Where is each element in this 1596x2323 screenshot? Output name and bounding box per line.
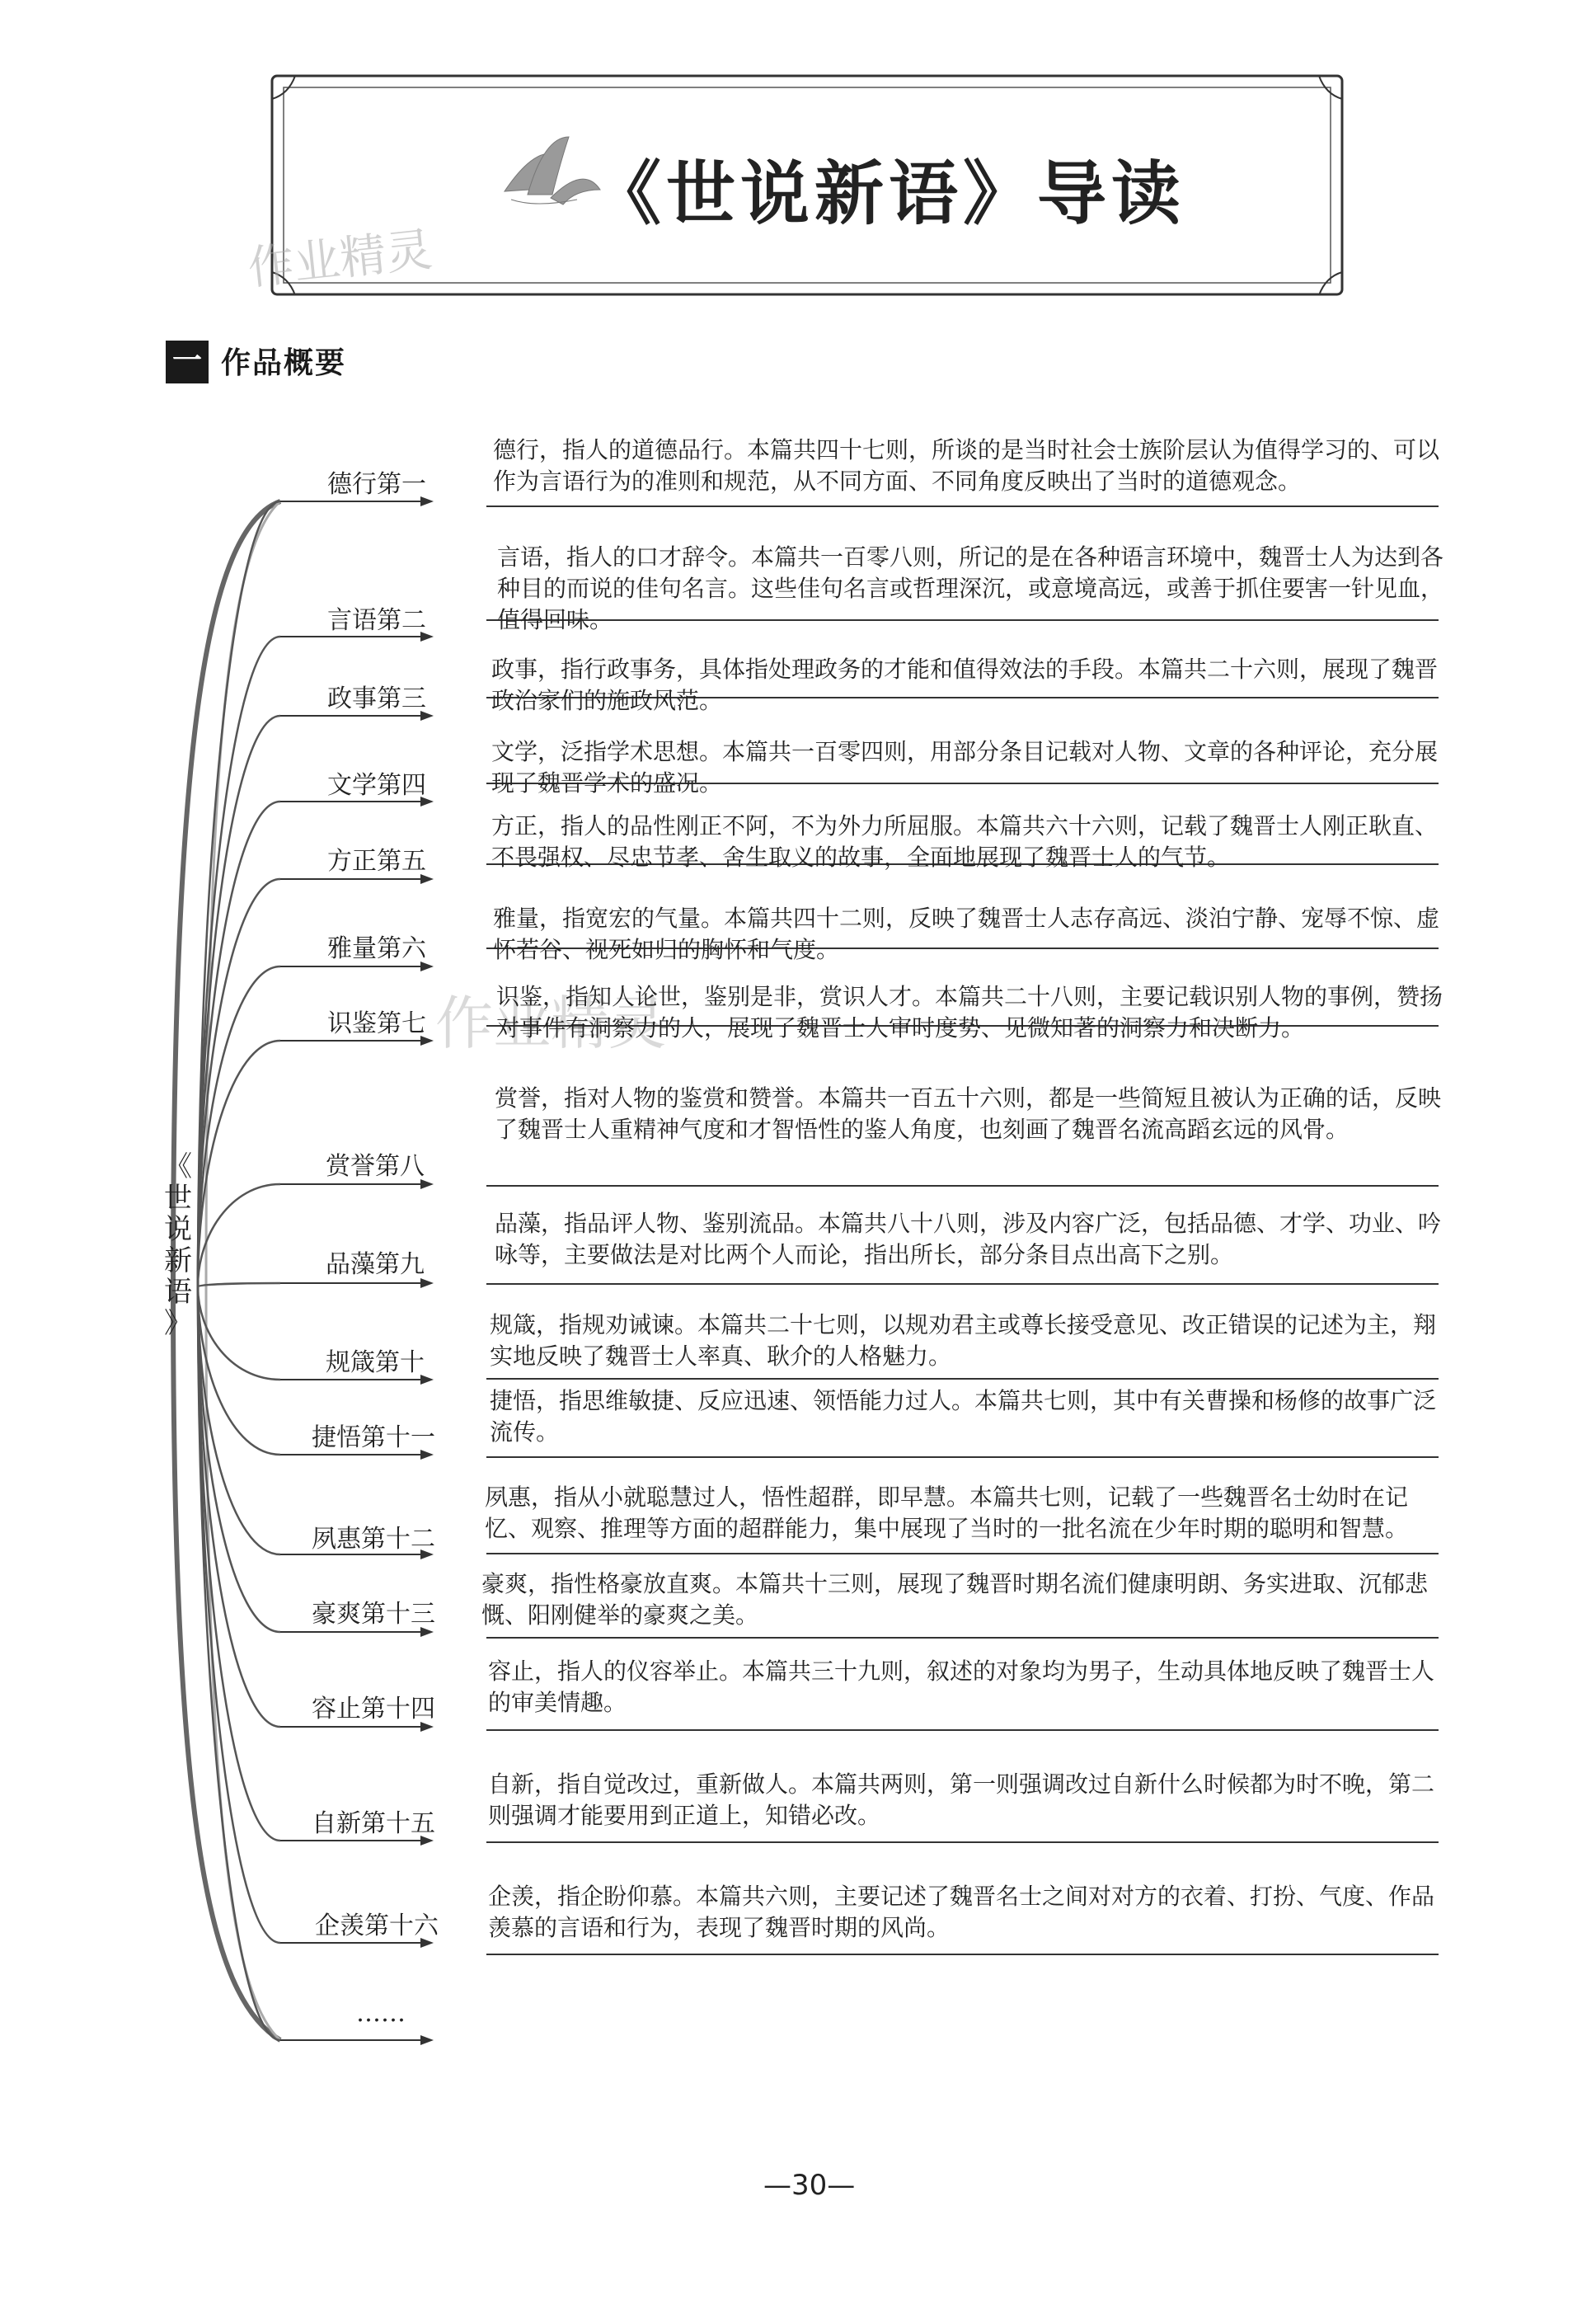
branch-label: 德行第一 [327,470,426,499]
branch-label: 言语第二 [327,606,426,635]
branch-description: 雅量，指宽宏的气量。本篇共四十二则，反映了魏晋士人志存高远、淡泊宁静、宠辱不惊、虚怀若谷、视死如归的胸怀和气度。 [493,905,1440,963]
page-title: 《世说新语》导读 [592,153,1186,234]
branch-label: 规箴第十 [326,1348,425,1377]
branch-label: 品藻第九 [326,1250,425,1279]
branch-label: 捷悟第十一 [312,1423,435,1452]
branch-curve [198,1184,280,1286]
branch-description: 豪爽，指性格豪放直爽。本篇共十三则，展现了魏晋时期名流们健康明朗、务实进取、沉郁悲慨、阳刚健举的豪爽之美。 [481,1570,1429,1629]
spine-curve [206,501,280,2040]
branch-label: 自新第十五 [312,1809,435,1838]
branch-label: 方正第五 [327,847,426,876]
branch-curve [198,1286,280,1380]
watermark: 作业精灵 [245,223,435,296]
branch-description: 赏誉，指对人物的鉴赏和赞誉。本篇共一百五十六则，都是一些简短且被认为正确的话，反映了魏晋士人重精神气度和才智悟性的鉴人角度，也刻画了魏晋名流高蹈玄远的风骨。 [495,1084,1442,1143]
section-number-badge: 一 [166,341,209,383]
branch-label: 夙惠第十二 [312,1525,435,1554]
branch-description: 企羡，指企盼仰慕。本篇共六则，主要记述了魏晋名士之间对对方的衣着、打扮、气度、作品羡慕的言语和行为，表现了魏晋时期的风尚。 [488,1883,1435,1941]
branch-curve [198,501,280,1286]
branch-label: 企羡第十六 [315,1912,439,1940]
spine-label: 《 世 说 新 语 》 [164,1150,192,1340]
branch-description: 自新，指自觉改过，重新做人。本篇共两则，第一则强调改过自新什么时候都为时不晚，第二则强调才能要用到正道上，知错必改。 [488,1770,1435,1829]
section-title: 作品概要 [221,346,347,380]
branch-description: 捷悟，指思维敏捷、反应迅速、领悟能力过人。本篇共七则，其中有关曹操和杨修的故事广泛流传。 [490,1387,1437,1446]
branch-curve [198,966,280,1286]
branch-label: 容止第十四 [312,1695,435,1723]
branch-label: 雅量第六 [327,934,426,963]
branch-curve [198,1283,280,1286]
branch-label: …… [356,1999,406,2028]
branch-description: 言语，指人的口才辞令。本篇共一百零八则，所记的是在各种语言环境中，魏晋士人为达到各种目的而说的佳句名言。这些佳句名言或哲理深沉，或意境高远，或善于抓住要害一针见血，值得回味。 [497,543,1444,633]
branch-description: 品藻，指品评人物、鉴别流品。本篇共八十八则，涉及内容广泛，包括品德、才学、功业、吟咏等，主要做法是对比两个人而论，指出所长，部分条目点出高下之别。 [495,1210,1442,1268]
branch-description: 夙惠，指从小就聪慧过人，悟性超群，即早慧。本篇共七则，记载了一些魏晋名士幼时在记忆、观察、推理等方面的超群能力，集中展现了当时的一批名流在少年时期的聪明和智慧。 [485,1484,1409,1542]
branch-label: 识鉴第七 [327,1009,426,1038]
branch-label: 赏誉第八 [326,1152,425,1181]
branch-label: 豪爽第十三 [312,1600,435,1629]
branch-curve [198,1286,280,1727]
branch-description: 德行，指人的道德品行。本篇共四十七则，所谈的是当时社会士族阶层认为值得学习的、可以作为言语行为的准则和规范，从不同方面、不同角度反映出了当时的道德观念。 [493,436,1440,495]
watermark: 作业精灵 [435,990,666,1057]
branch-description: 政事，指行政事务，具体指处理政务的才能和值得效法的手段。本篇共二十六则，展现了魏晋政治家们的施政风范。 [491,656,1439,714]
branch-label: 政事第三 [327,684,426,713]
branch-description: 文学，泛指学术思想。本篇共一百零四则，用部分条目记载对人物、文章的各种评论，充分展现了魏晋学术的盛况。 [491,738,1439,797]
branch-description: 方正，指人的品性刚正不阿，不为外力所屈服。本篇共六十六则，记载了魏晋士人刚正耿直、不畏强权、尽忠节孝、舍生取义的故事，全面地展现了魏晋士人的气节。 [491,812,1439,871]
branch-description: 容止，指人的仪容举止。本篇共三十九则，叙述的对象均为男子，生动具体地反映了魏晋士人的审美情趣。 [488,1658,1435,1716]
arrow-icon [420,2035,434,2045]
page-number: —30— [763,2169,856,2202]
branch-description: 规箴，指规劝诫谏。本篇共二十七则，以规劝君主或尊长接受意见、改正错误的记述为主，翔实地反映了魏晋士人率真、耿介的人格魅力。 [490,1311,1437,1370]
branch-label: 文学第四 [327,771,426,800]
branch-description: 识鉴，指知人论世，鉴别是非，赏识人才。本篇共二十八则，主要记载识别人物的事例，赞扬对事件有洞察力的人，展现了魏晋士人审时度势、见微知著的洞察力和决断力。 [496,983,1443,1042]
branch-curve [198,1286,280,2040]
